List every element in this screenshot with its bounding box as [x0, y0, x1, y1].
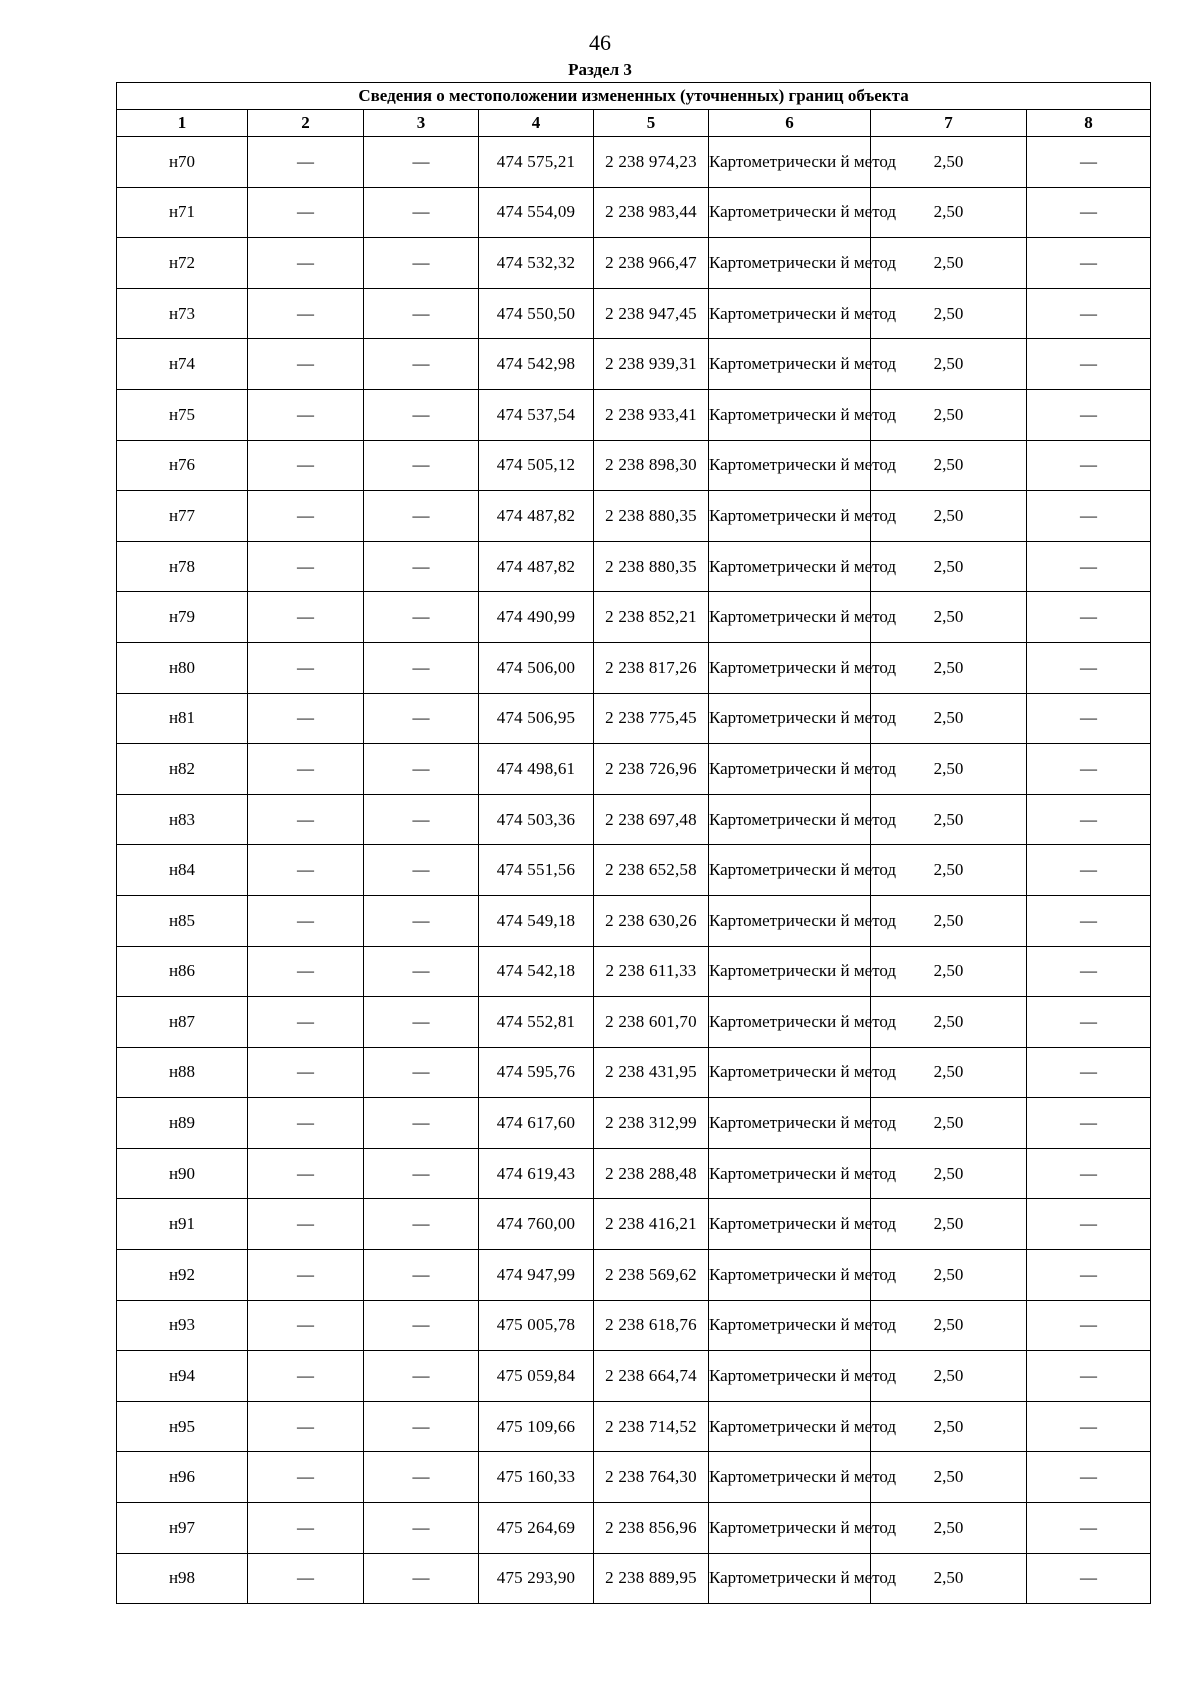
accuracy-cell: 2,50: [871, 1401, 1027, 1452]
method-cell: Картометрически й метод: [709, 339, 871, 390]
column-2-cell: —: [248, 744, 364, 795]
y-coordinate-cell: 2 238 726,96: [594, 744, 709, 795]
x-coordinate-cell: 474 503,36: [479, 794, 594, 845]
column-2-cell: —: [248, 693, 364, 744]
column-8-cell: —: [1027, 339, 1151, 390]
column-8-cell: —: [1027, 440, 1151, 491]
accuracy-cell: 2,50: [871, 1047, 1027, 1098]
column-3-cell: —: [364, 744, 479, 795]
method-cell: Картометрически й метод: [709, 1401, 871, 1452]
column-8-cell: —: [1027, 491, 1151, 542]
column-3-cell: —: [364, 187, 479, 238]
method-cell: Картометрически й метод: [709, 744, 871, 795]
point-name-cell: н97: [117, 1503, 248, 1554]
column-8-cell: —: [1027, 693, 1151, 744]
table-row: [117, 946, 1151, 997]
column-3-cell: —: [364, 137, 479, 188]
column-3-cell: —: [364, 238, 479, 289]
accuracy-cell: 2,50: [871, 1503, 1027, 1554]
point-name-cell: н87: [117, 997, 248, 1048]
point-name-cell: н81: [117, 693, 248, 744]
column-2-cell: —: [248, 187, 364, 238]
y-coordinate-cell: 2 238 933,41: [594, 389, 709, 440]
column-8-cell: —: [1027, 946, 1151, 997]
column-number-6: 6: [709, 110, 871, 137]
y-coordinate-cell: 2 238 889,95: [594, 1553, 709, 1604]
y-coordinate-cell: 2 238 764,30: [594, 1452, 709, 1503]
y-coordinate-cell: 2 238 983,44: [594, 187, 709, 238]
point-name-cell: н77: [117, 491, 248, 542]
x-coordinate-cell: 474 554,09: [479, 187, 594, 238]
column-3-cell: —: [364, 440, 479, 491]
column-8-cell: —: [1027, 592, 1151, 643]
table-row: [117, 845, 1151, 896]
table-row: [117, 288, 1151, 339]
point-name-cell: н95: [117, 1401, 248, 1452]
method-cell: Картометрически й метод: [709, 541, 871, 592]
x-coordinate-cell: 474 550,50: [479, 288, 594, 339]
point-name-cell: н79: [117, 592, 248, 643]
point-name-cell: н70: [117, 137, 248, 188]
method-cell: Картометрически й метод: [709, 491, 871, 542]
method-cell: Картометрически й метод: [709, 1452, 871, 1503]
table-caption: Сведения о местоположении измененных (уточненных) границ объекта: [117, 83, 1151, 110]
column-8-cell: —: [1027, 1553, 1151, 1604]
column-3-cell: —: [364, 997, 479, 1048]
section-title: Раздел 3: [568, 60, 632, 79]
x-coordinate-cell: 474 498,61: [479, 744, 594, 795]
x-coordinate-cell: 474 537,54: [479, 389, 594, 440]
column-3-cell: —: [364, 1351, 479, 1402]
table-row: [117, 642, 1151, 693]
table-row: [117, 1148, 1151, 1199]
column-3-cell: —: [364, 1148, 479, 1199]
accuracy-cell: 2,50: [871, 1300, 1027, 1351]
y-coordinate-cell: 2 238 974,23: [594, 137, 709, 188]
y-coordinate-cell: 2 238 664,74: [594, 1351, 709, 1402]
column-2-cell: —: [248, 389, 364, 440]
column-2-cell: —: [248, 1199, 364, 1250]
table-row: [117, 389, 1151, 440]
column-3-cell: —: [364, 1250, 479, 1301]
table-row: [117, 1300, 1151, 1351]
table-row: [117, 187, 1151, 238]
method-cell: Картометрически й метод: [709, 997, 871, 1048]
column-8-cell: —: [1027, 895, 1151, 946]
column-3-cell: —: [364, 895, 479, 946]
x-coordinate-cell: 474 619,43: [479, 1148, 594, 1199]
column-2-cell: —: [248, 288, 364, 339]
column-3-cell: —: [364, 288, 479, 339]
column-2-cell: —: [248, 1300, 364, 1351]
point-name-cell: н91: [117, 1199, 248, 1250]
x-coordinate-cell: 475 005,78: [479, 1300, 594, 1351]
y-coordinate-cell: 2 238 618,76: [594, 1300, 709, 1351]
point-name-cell: н94: [117, 1351, 248, 1402]
table-row: [117, 744, 1151, 795]
column-8-cell: —: [1027, 997, 1151, 1048]
column-number-3: 3: [364, 110, 479, 137]
table-row: [117, 1503, 1151, 1554]
y-coordinate-cell: 2 238 880,35: [594, 541, 709, 592]
column-2-cell: —: [248, 1351, 364, 1402]
x-coordinate-cell: 475 109,66: [479, 1401, 594, 1452]
column-8-cell: —: [1027, 1098, 1151, 1149]
x-coordinate-cell: 474 487,82: [479, 491, 594, 542]
method-cell: Картометрически й метод: [709, 1351, 871, 1402]
y-coordinate-cell: 2 238 775,45: [594, 693, 709, 744]
table-row: [117, 137, 1151, 188]
point-name-cell: н93: [117, 1300, 248, 1351]
x-coordinate-cell: 474 505,12: [479, 440, 594, 491]
table-row: [117, 1098, 1151, 1149]
column-number-2: 2: [248, 110, 364, 137]
y-coordinate-cell: 2 238 852,21: [594, 592, 709, 643]
y-coordinate-cell: 2 238 652,58: [594, 845, 709, 896]
point-name-cell: н98: [117, 1553, 248, 1604]
method-cell: Картометрически й метод: [709, 440, 871, 491]
column-8-cell: —: [1027, 794, 1151, 845]
point-name-cell: н84: [117, 845, 248, 896]
y-coordinate-cell: 2 238 817,26: [594, 642, 709, 693]
column-number-7: 7: [871, 110, 1027, 137]
column-number-1: 1: [117, 110, 248, 137]
y-coordinate-cell: 2 238 288,48: [594, 1148, 709, 1199]
column-8-cell: —: [1027, 187, 1151, 238]
table-row: [117, 794, 1151, 845]
accuracy-cell: 2,50: [871, 895, 1027, 946]
column-2-cell: —: [248, 1047, 364, 1098]
column-3-cell: —: [364, 1401, 479, 1452]
point-name-cell: н80: [117, 642, 248, 693]
method-cell: Картометрически й метод: [709, 946, 871, 997]
accuracy-cell: 2,50: [871, 744, 1027, 795]
column-2-cell: —: [248, 1148, 364, 1199]
accuracy-cell: 2,50: [871, 1553, 1027, 1604]
method-cell: Картометрически й метод: [709, 1300, 871, 1351]
column-3-cell: —: [364, 491, 479, 542]
point-name-cell: н71: [117, 187, 248, 238]
y-coordinate-cell: 2 238 601,70: [594, 997, 709, 1048]
accuracy-cell: 2,50: [871, 693, 1027, 744]
accuracy-cell: 2,50: [871, 1250, 1027, 1301]
table-row: [117, 1199, 1151, 1250]
table-row: [117, 693, 1151, 744]
x-coordinate-cell: 474 542,98: [479, 339, 594, 390]
accuracy-cell: 2,50: [871, 794, 1027, 845]
y-coordinate-cell: 2 238 312,99: [594, 1098, 709, 1149]
column-2-cell: —: [248, 339, 364, 390]
point-name-cell: н86: [117, 946, 248, 997]
y-coordinate-cell: 2 238 898,30: [594, 440, 709, 491]
table-row: [117, 997, 1151, 1048]
column-2-cell: —: [248, 592, 364, 643]
accuracy-cell: 2,50: [871, 440, 1027, 491]
boundary-coordinates-table: [116, 82, 1151, 1604]
column-3-cell: —: [364, 1047, 479, 1098]
table-row: [117, 491, 1151, 542]
table-row: [117, 541, 1151, 592]
y-coordinate-cell: 2 238 714,52: [594, 1401, 709, 1452]
column-8-cell: —: [1027, 288, 1151, 339]
method-cell: Картометрически й метод: [709, 1503, 871, 1554]
column-2-cell: —: [248, 1250, 364, 1301]
method-cell: Картометрически й метод: [709, 137, 871, 188]
column-8-cell: —: [1027, 744, 1151, 795]
accuracy-cell: 2,50: [871, 592, 1027, 643]
x-coordinate-cell: 474 552,81: [479, 997, 594, 1048]
accuracy-cell: 2,50: [871, 1351, 1027, 1402]
point-name-cell: н82: [117, 744, 248, 795]
x-coordinate-cell: 474 506,00: [479, 642, 594, 693]
x-coordinate-cell: 475 160,33: [479, 1452, 594, 1503]
x-coordinate-cell: 474 490,99: [479, 592, 594, 643]
x-coordinate-cell: 474 760,00: [479, 1199, 594, 1250]
column-2-cell: —: [248, 238, 364, 289]
x-coordinate-cell: 474 506,95: [479, 693, 594, 744]
column-2-cell: —: [248, 440, 364, 491]
y-coordinate-cell: 2 238 966,47: [594, 238, 709, 289]
column-3-cell: —: [364, 946, 479, 997]
table-body: [117, 137, 1151, 1604]
column-8-cell: —: [1027, 1351, 1151, 1402]
column-3-cell: —: [364, 693, 479, 744]
y-coordinate-cell: 2 238 569,62: [594, 1250, 709, 1301]
point-name-cell: н96: [117, 1452, 248, 1503]
column-8-cell: —: [1027, 1300, 1151, 1351]
method-cell: Картометрически й метод: [709, 642, 871, 693]
table-row: [117, 1250, 1151, 1301]
column-2-cell: —: [248, 794, 364, 845]
accuracy-cell: 2,50: [871, 642, 1027, 693]
y-coordinate-cell: 2 238 880,35: [594, 491, 709, 542]
point-name-cell: н89: [117, 1098, 248, 1149]
accuracy-cell: 2,50: [871, 541, 1027, 592]
y-coordinate-cell: 2 238 611,33: [594, 946, 709, 997]
accuracy-cell: 2,50: [871, 1098, 1027, 1149]
point-name-cell: н76: [117, 440, 248, 491]
method-cell: Картометрически й метод: [709, 389, 871, 440]
accuracy-cell: 2,50: [871, 1148, 1027, 1199]
column-3-cell: —: [364, 794, 479, 845]
y-coordinate-cell: 2 238 947,45: [594, 288, 709, 339]
x-coordinate-cell: 475 293,90: [479, 1553, 594, 1604]
y-coordinate-cell: 2 238 630,26: [594, 895, 709, 946]
column-2-cell: —: [248, 997, 364, 1048]
column-8-cell: —: [1027, 389, 1151, 440]
method-cell: Картометрически й метод: [709, 1047, 871, 1098]
column-8-cell: —: [1027, 1452, 1151, 1503]
y-coordinate-cell: 2 238 939,31: [594, 339, 709, 390]
point-name-cell: н75: [117, 389, 248, 440]
method-cell: Картометрически й метод: [709, 238, 871, 289]
column-8-cell: —: [1027, 1401, 1151, 1452]
column-2-cell: —: [248, 1452, 364, 1503]
point-name-cell: н78: [117, 541, 248, 592]
column-2-cell: —: [248, 137, 364, 188]
column-2-cell: —: [248, 845, 364, 896]
column-3-cell: —: [364, 339, 479, 390]
table-row: [117, 1047, 1151, 1098]
table-row: [117, 1401, 1151, 1452]
accuracy-cell: 2,50: [871, 288, 1027, 339]
method-cell: Картометрически й метод: [709, 693, 871, 744]
table-row: [117, 1351, 1151, 1402]
method-cell: Картометрически й метод: [709, 1098, 871, 1149]
column-3-cell: —: [364, 1199, 479, 1250]
method-cell: Картометрически й метод: [709, 1199, 871, 1250]
column-2-cell: —: [248, 1503, 364, 1554]
method-cell: Картометрически й метод: [709, 187, 871, 238]
column-2-cell: —: [248, 642, 364, 693]
column-8-cell: —: [1027, 845, 1151, 896]
table-row: [117, 339, 1151, 390]
column-2-cell: —: [248, 1098, 364, 1149]
x-coordinate-cell: 474 575,21: [479, 137, 594, 188]
column-number-row: [117, 110, 1151, 137]
accuracy-cell: 2,50: [871, 137, 1027, 188]
x-coordinate-cell: 475 059,84: [479, 1351, 594, 1402]
accuracy-cell: 2,50: [871, 946, 1027, 997]
column-number-8: 8: [1027, 110, 1151, 137]
point-name-cell: н92: [117, 1250, 248, 1301]
x-coordinate-cell: 474 617,60: [479, 1098, 594, 1149]
column-8-cell: —: [1027, 541, 1151, 592]
method-cell: Картометрически й метод: [709, 794, 871, 845]
table-row: [117, 238, 1151, 289]
column-3-cell: —: [364, 1503, 479, 1554]
column-2-cell: —: [248, 1553, 364, 1604]
column-3-cell: —: [364, 389, 479, 440]
method-cell: Картометрически й метод: [709, 845, 871, 896]
column-8-cell: —: [1027, 137, 1151, 188]
x-coordinate-cell: 474 947,99: [479, 1250, 594, 1301]
method-cell: Картометрически й метод: [709, 1553, 871, 1604]
column-2-cell: —: [248, 946, 364, 997]
point-name-cell: н85: [117, 895, 248, 946]
accuracy-cell: 2,50: [871, 491, 1027, 542]
column-2-cell: —: [248, 541, 364, 592]
x-coordinate-cell: 475 264,69: [479, 1503, 594, 1554]
x-coordinate-cell: 474 487,82: [479, 541, 594, 592]
column-8-cell: —: [1027, 1503, 1151, 1554]
x-coordinate-cell: 474 549,18: [479, 895, 594, 946]
page-number: 46: [589, 30, 611, 55]
point-name-cell: н72: [117, 238, 248, 289]
point-name-cell: н88: [117, 1047, 248, 1098]
y-coordinate-cell: 2 238 856,96: [594, 1503, 709, 1554]
column-8-cell: —: [1027, 1250, 1151, 1301]
column-2-cell: —: [248, 1401, 364, 1452]
accuracy-cell: 2,50: [871, 997, 1027, 1048]
method-cell: Картометрически й метод: [709, 895, 871, 946]
accuracy-cell: 2,50: [871, 845, 1027, 896]
accuracy-cell: 2,50: [871, 389, 1027, 440]
column-3-cell: —: [364, 1553, 479, 1604]
point-name-cell: н83: [117, 794, 248, 845]
method-cell: Картометрически й метод: [709, 592, 871, 643]
x-coordinate-cell: 474 595,76: [479, 1047, 594, 1098]
table-row: [117, 1452, 1151, 1503]
method-cell: Картометрически й метод: [709, 1250, 871, 1301]
column-3-cell: —: [364, 1300, 479, 1351]
point-name-cell: н74: [117, 339, 248, 390]
column-8-cell: —: [1027, 238, 1151, 289]
accuracy-cell: 2,50: [871, 1199, 1027, 1250]
x-coordinate-cell: 474 542,18: [479, 946, 594, 997]
column-3-cell: —: [364, 1452, 479, 1503]
table-row: [117, 895, 1151, 946]
accuracy-cell: 2,50: [871, 187, 1027, 238]
y-coordinate-cell: 2 238 431,95: [594, 1047, 709, 1098]
method-cell: Картометрически й метод: [709, 1148, 871, 1199]
column-3-cell: —: [364, 592, 479, 643]
x-coordinate-cell: 474 551,56: [479, 845, 594, 896]
table-row: [117, 440, 1151, 491]
table-row: [117, 592, 1151, 643]
point-name-cell: н90: [117, 1148, 248, 1199]
column-8-cell: —: [1027, 642, 1151, 693]
table-row: [117, 1553, 1151, 1604]
column-8-cell: —: [1027, 1148, 1151, 1199]
column-number-4: 4: [479, 110, 594, 137]
column-8-cell: —: [1027, 1199, 1151, 1250]
column-3-cell: —: [364, 642, 479, 693]
x-coordinate-cell: 474 532,32: [479, 238, 594, 289]
accuracy-cell: 2,50: [871, 238, 1027, 289]
y-coordinate-cell: 2 238 697,48: [594, 794, 709, 845]
column-3-cell: —: [364, 541, 479, 592]
column-8-cell: —: [1027, 1047, 1151, 1098]
y-coordinate-cell: 2 238 416,21: [594, 1199, 709, 1250]
accuracy-cell: 2,50: [871, 1452, 1027, 1503]
point-name-cell: н73: [117, 288, 248, 339]
method-cell: Картометрически й метод: [709, 288, 871, 339]
column-number-5: 5: [594, 110, 709, 137]
column-3-cell: —: [364, 845, 479, 896]
column-3-cell: —: [364, 1098, 479, 1149]
column-2-cell: —: [248, 491, 364, 542]
accuracy-cell: 2,50: [871, 339, 1027, 390]
column-2-cell: —: [248, 895, 364, 946]
